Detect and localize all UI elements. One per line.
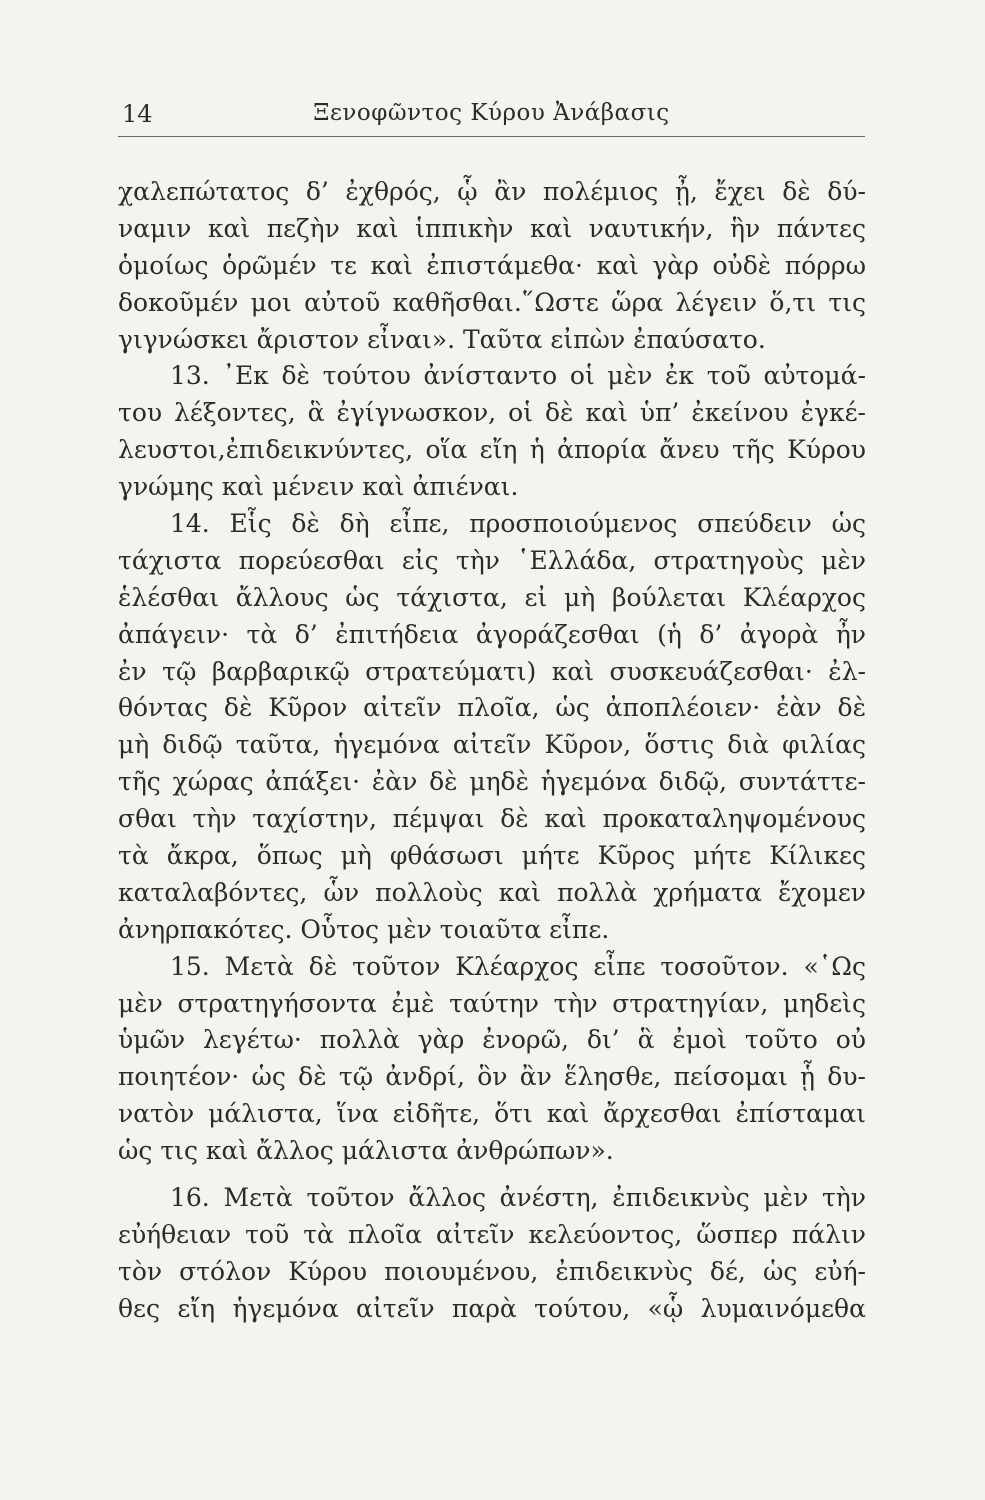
text-line: λευστοι,ἐπιδεικνύντες, οἵα εἴη ἡ ἀπορία ἄνευ τῆς Κύρου [118,435,866,465]
text-line: χαλεπώτατος δ’ ἐχθρός, ᾧ ἂν πολέμιος ᾖ, ἔχει δὲ δύ- [118,177,866,206]
page-header [118,100,865,137]
text-line: μὴ διδῷ ταῦτα, ἡγεμόνα αἰτεῖν Κῦρον, ὅστις διὰ φιλίας [118,730,866,760]
text-line: ναμιν καὶ πεζὴν καὶ ἱππικὴν καὶ ναυτικήν, ἣν πάντες [118,213,866,243]
section-14-start: 14. Εἷς δὲ δὴ εἶπε, προσποιούμενος σπεύδειν ὡς [170,509,866,539]
text-line: ὁμοίως ὁρῶμέν τε καὶ ἐπιστάμεθα· καὶ γὰρ οὐδὲ πόρρω [118,250,866,280]
text-line: ἐν τῷ βαρβαρικῷ στρατεύματι) καὶ συσκευάζεσθαι· ἐλ- [118,656,866,686]
text-line: σθαι τὴν ταχίστην, πέμψαι δὲ καὶ προκαταληψομένους [118,804,866,834]
text-line: ἀπάγειν· τὰ δ’ ἐπιτήδεια ἀγοράζεσθαι (ἡ δ’ ἀγορὰ ἦν [118,619,866,649]
text-line: εὐήθειαν τοῦ τὰ πλοῖα αἰτεῖν κελεύοντος, ὥσπερ πάλιν [118,1219,866,1249]
text-line: καταλαβόντες, ὧν πολλοὺς καὶ πολλὰ χρήματα ἔχομεν [118,877,866,907]
text-line: ἑλέσθαι ἄλλους ὡς τάχιστα, εἰ μὴ βούλεται Κλέαρχος [118,582,866,612]
text-line: τάχιστα πορεύεσθαι εἰς τὴν ῾Ελλάδα, στρατηγοὺς μὲν [118,545,866,575]
text-line: νατὸν μάλιστα, ἵνα εἰδῆτε, ὅτι καὶ ἄρχεσθαι ἐπίσταμαι [118,1099,866,1129]
section-15-start: 15. Μετὰ δὲ τοῦτον Κλέαρχος εἶπε τοσοῦτον. «῾Ως [170,951,866,981]
paragraph-gap [118,1170,866,1180]
body-text [118,174,866,1328]
text-line: του λέξοντες, ἃ ἐγίγνωσκον, οἱ δὲ καὶ ὑπ’ ἐκείνου ἐγκέ- [118,398,866,428]
text-line: ποιητέον· ὡς δὲ τῷ ἀνδρί, ὃν ἂν ἕλησθε, πείσομαι ᾗ δυ- [118,1062,866,1092]
running-title: Ξενοφῶντος Κύρου Ἀνάβασις [313,100,670,126]
text-line: μὲν στρατηγήσοντα ἐμὲ ταύτην τὴν στρατηγίαν, μηδεὶς [118,988,866,1018]
page-number: 14 [122,100,153,128]
section-16-start: 16. Μετὰ τοῦτον ἄλλος ἀνέστη, ἐπιδεικνὺς μὲν τὴν [170,1183,866,1213]
text-line: δοκοῦμέν μοι αὐτοῦ καθῆσθαι.῞Ωστε ὥρα λέγειν ὅ,τι τις [118,287,866,317]
text-line: γιγνώσκει ἄριστον εἶναι». Ταῦτα εἰπὼν ἐπαύσατο. [118,324,766,354]
text-line: τῆς χώρας ἀπάξει· ἐὰν δὲ μηδὲ ἡγεμόνα διδῷ, συντάττε- [118,767,866,797]
text-line: θόντας δὲ Κῦρον αἰτεῖν πλοῖα, ὡς ἀποπλέοιεν· ἐὰν δὲ [118,693,866,723]
text-line: ἀνηρπακότες. Οὗτος μὲν τοιαῦτα εἶπε. [118,914,610,944]
text-line: ὡς τις καὶ ἄλλος μάλιστα ἀνθρώπων». [118,1136,614,1166]
text-line: θες εἴη ἡγεμόνα αἰτεῖν παρὰ τούτου, «ᾧ λυμαινόμεθα [118,1293,866,1323]
text-line: ὑμῶν λεγέτω· πολλὰ γὰρ ἐνορῶ, δι’ ἃ ἐμοὶ τοῦτο οὐ [118,1025,866,1055]
text-line: τὸν στόλον Κύρου ποιουμένου, ἐπιδεικνὺς δέ, ὡς εὐή- [118,1256,866,1286]
section-13-start: 13. ᾿Εκ δὲ τούτου ἀνίσταντο οἱ μὲν ἐκ τοῦ αὐτομά- [170,361,866,391]
text-line: τὰ ἄκρα, ὅπως μὴ φθάσωσι μήτε Κῦρος μήτε Κίλικες [118,841,866,871]
text-line: γνώμης καὶ μένειν καὶ ἀπιέναι. [118,472,519,502]
